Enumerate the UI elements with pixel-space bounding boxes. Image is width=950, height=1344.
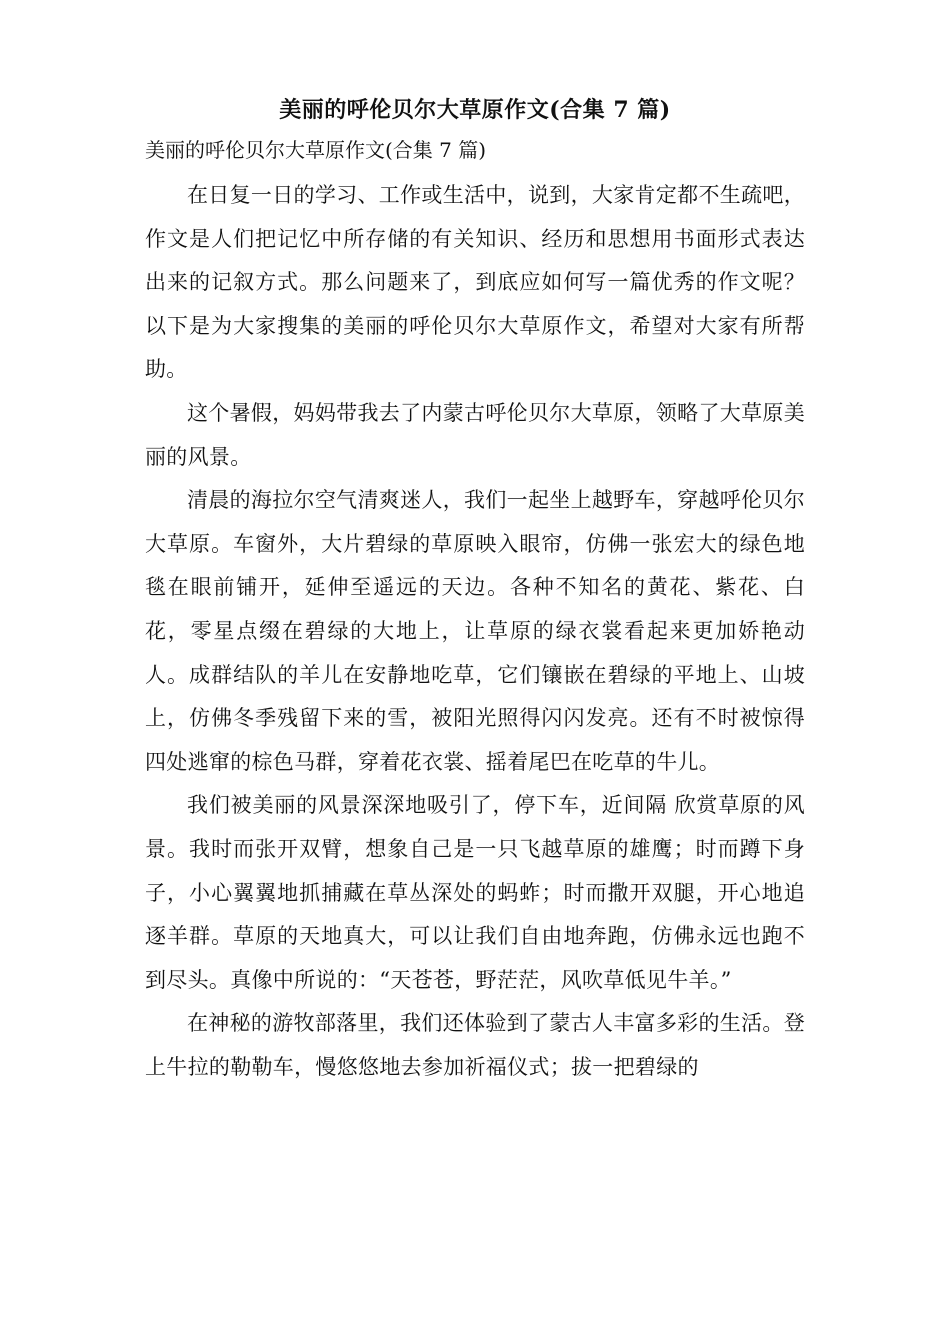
- document-title: 美丽的呼伦贝尔大草原作文(合集 7 篇): [279, 97, 671, 123]
- document-page: [145, 90, 805, 1089]
- paragraph-intro: 在日复一日的学习、工作或生活中，说到，大家肯定都不生疏吧，作文是人们把记忆中所存储的有关知识、经历和思想用书面形式表达出来的记叙方式。那么问题来了，到底应如何写一篇优秀的作文呢？以下是为大家搜集的美丽的呼伦贝尔大草原作文，希望对大家有所帮助。: [145, 183, 805, 382]
- paragraph-enjoy-scenery: 我们被美丽的风景深深地吸引了，停下车，近间隔 欣赏草原的风景。我时而张开双臂，想象自己是一只飞越草原的雄鹰；时而蹲下身子，小心翼翼地抓捕藏在草丛深处的蚂蚱；时而撒开双腿，开心地追逐羊群。草原的天地真大，可以让我们自由地奔跑，仿佛永远也跑不到尽头。真像中所说的：“天苍苍，野茫茫，风吹草低见牛羊。”: [145, 793, 805, 992]
- paragraph-summer-trip: 这个暑假，妈妈带我去了内蒙古呼伦贝尔大草原，领略了大草原美丽的风景。: [145, 400, 805, 469]
- paragraph-nomad-tribe: 在神秘的游牧部落里，我们还体验到了蒙古人丰富多彩的生活。登上牛拉的勒勒车，慢悠悠地去参加祈福仪式；拔一把碧绿的: [145, 1011, 805, 1079]
- paragraph-grassland-scenery: 清晨的海拉尔空气清爽迷人，我们一起坐上越野车，穿越呼伦贝尔大草原。车窗外，大片碧绿的草原映入眼帘，仿佛一张宏大的绿色地毯在眼前铺开，延伸至遥远的天边。各种不知名的黄花、紫花、白花，零星点缀在碧绿的大地上，让草原的绿衣裳看起来更加娇艳动人。成群结队的羊儿在安静地吃草，它们镶嵌在碧绿的平地上、山坡上，仿佛冬季残留下来的雪，被阳光照得闪闪发亮。还有不时被惊得四处逃窜的棕色马群，穿着花衣裳、摇着尾巴在吃草的牛儿。: [145, 488, 805, 774]
- document-subtitle: 美丽的呼伦贝尔大草原作文(合集 7 篇): [145, 138, 487, 162]
